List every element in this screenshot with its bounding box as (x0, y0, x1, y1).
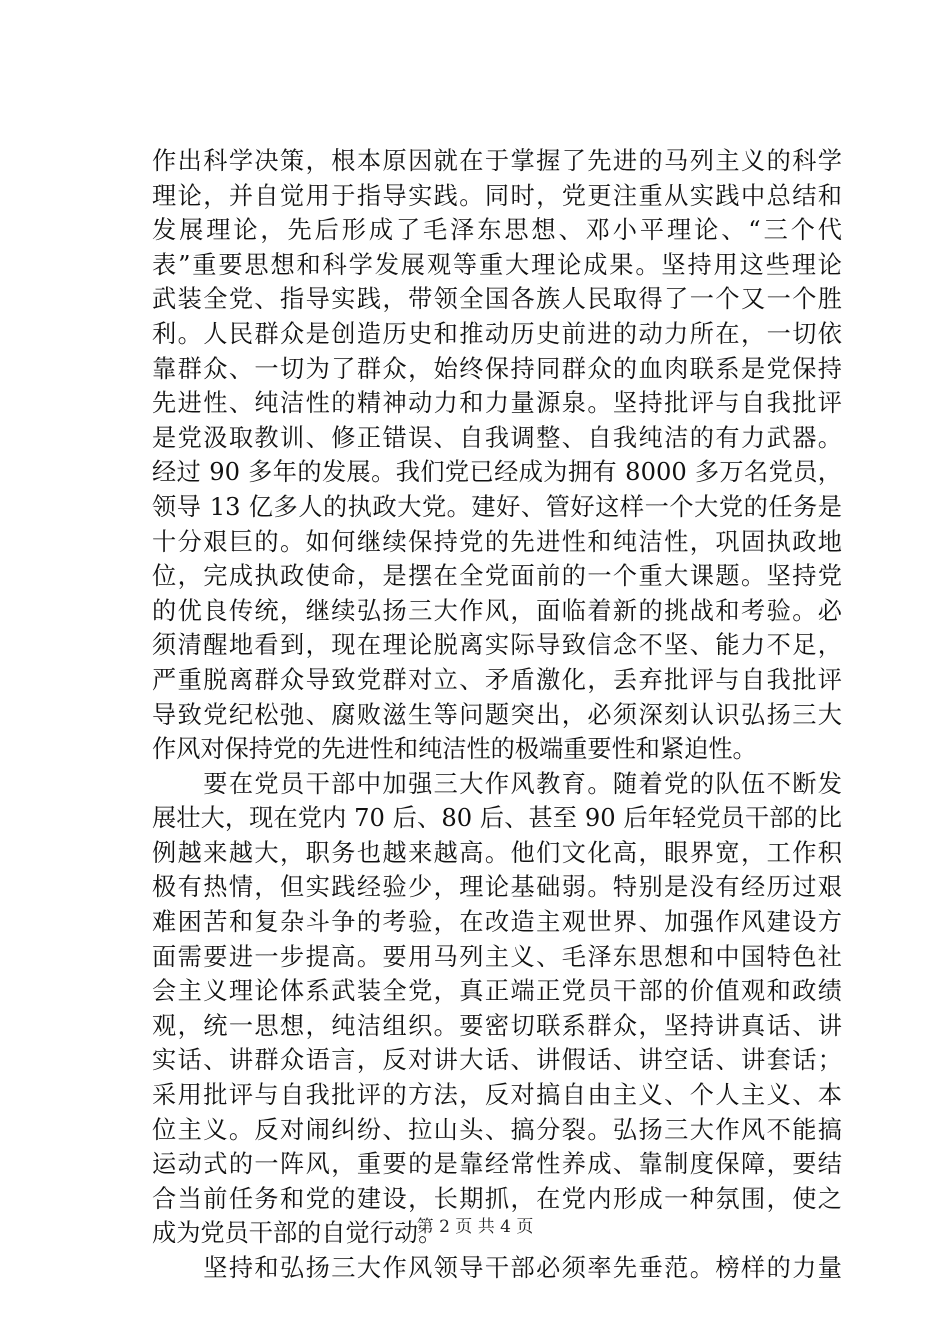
text-line: 作出科学决策，根本原因就在于掌握了先进的马列主义的科学 (152, 147, 842, 175)
text-line: 位主义。反对闹纠纷、拉山头、搞分裂。弘扬三大作风不能搞 (152, 1115, 842, 1144)
text-line: 领导 13 亿多人的执政大党。建好、管好这样一个大党的任务是 (152, 492, 842, 521)
text-line: 实话、讲群众语言，反对讲大话、讲假话、讲空话、讲套话； (152, 1046, 842, 1075)
text-line: 合当前任务和党的建设，长期抓，在党内形成一种氛围，使之 (152, 1184, 842, 1213)
text-line: 严重脱离群众导致党群对立、矛盾激化，丢弃批评与自我批评 (152, 665, 842, 694)
text-line: 运动式的一阵风，重要的是靠经常性养成、靠制度保障，要结 (152, 1150, 842, 1179)
text-line: 靠群众、一切为了群众，始终保持同群众的血肉联系是党保持 (152, 354, 842, 383)
text-line: 位，完成执政使命，是摆在全党面前的一个重大课题。坚持党 (152, 562, 842, 591)
text-line: 表”重要思想和科学发展观等重大理论成果。坚持用这些理论 (152, 250, 842, 279)
paragraph-start-line: 要在党员干部中加强三大作风教育。随着党的队伍不断发 (152, 769, 842, 798)
text-line: 展壮大，现在党内 70 后、80 后、甚至 90 后年轻党员干部的比 (152, 804, 842, 833)
text-line: 极有热情，但实践经验少，理论基础弱。特别是没有经历过艰 (152, 873, 842, 902)
text-line: 观，统一思想，纯洁组织。要密切联系群众，坚持讲真话、讲 (152, 1011, 842, 1040)
text-line: 面需要进一步提高。要用马列主义、毛泽东思想和中国特色社 (152, 942, 842, 971)
text-line: 先进性、纯洁性的精神动力和力量源泉。坚持批评与自我批评 (152, 389, 842, 418)
text-line: 采用批评与自我批评的方法，反对搞自由主义、个人主义、本 (152, 1081, 842, 1110)
text-line: 例越来越大，职务也越来越高。他们文化高，眼界宽，工作积 (152, 838, 842, 867)
text-line: 利。人民群众是创造历史和推动历史前进的动力所在，一切依 (152, 319, 842, 348)
text-line: 难困苦和复杂斗争的考验，在改造主观世界、加强作风建设方 (152, 908, 842, 937)
page-number-footer: 第 2 页 共 4 页 (416, 1217, 534, 1237)
text-line: 是党汲取教训、修正错误、自我调整、自我纯洁的有力武器。 (152, 423, 842, 452)
paragraph-end-line: 作风对保持党的先进性和纯洁性的极端重要性和紧迫性。 (152, 735, 757, 764)
text-line: 十分艰巨的。如何继续保持党的先进性和纯洁性，巩固执政地 (152, 527, 842, 556)
text-line: 经过 90 多年的发展。我们党已经成为拥有 8000 多万名党员， (152, 458, 842, 487)
text-line: 的优良传统，继续弘扬三大作风，面临着新的挑战和考验。必 (152, 596, 842, 625)
text-line: 理论，并自觉用于指导实践。同时，党更注重从实践中总结和 (152, 181, 842, 210)
text-line: 发展理论，先后形成了毛泽东思想、邓小平理论、“三个代 (152, 216, 842, 245)
paragraph-end-line: 成为党员干部的自觉行动。 (152, 1219, 443, 1248)
text-line: 会主义理论体系武装全党，真正端正党员干部的价值观和政绩 (152, 977, 842, 1006)
paragraph-start-line: 坚持和弘扬三大作风领导干部必须率先垂范。榜样的力量 (152, 1254, 842, 1282)
text-line: 须清醒地看到，现在理论脱离实际导致信念不坚、能力不足， (152, 631, 842, 660)
text-line: 导致党纪松弛、腐败滋生等问题突出，必须深刻认识弘扬三大 (152, 700, 842, 729)
document-body (152, 144, 842, 1286)
text-line: 武装全党、指导实践，带领全国各族人民取得了一个又一个胜 (152, 285, 842, 314)
